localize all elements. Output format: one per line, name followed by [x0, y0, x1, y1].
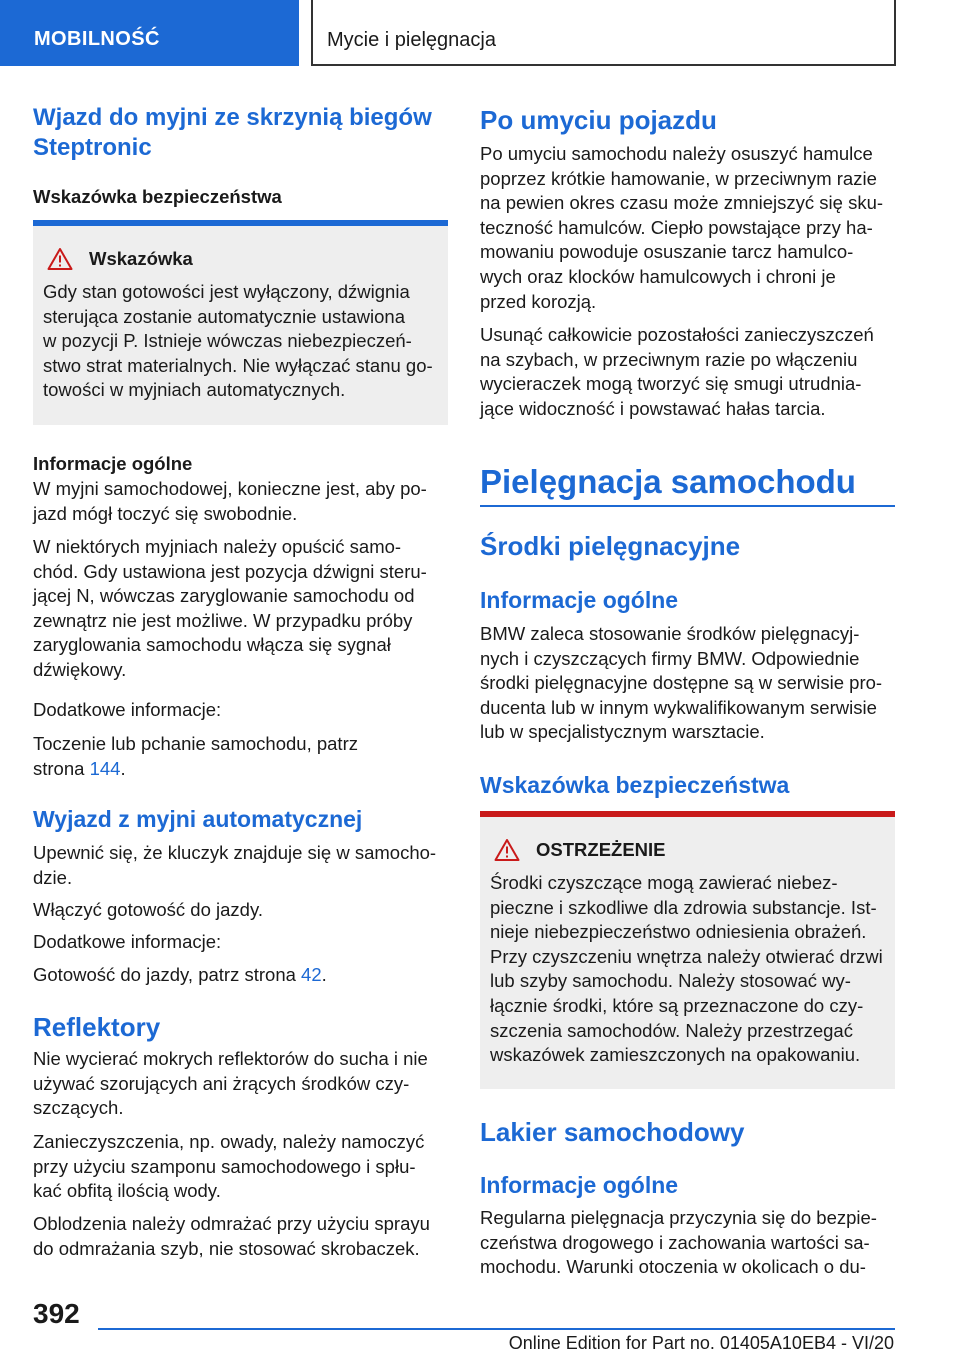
paragraph: [33, 732, 448, 781]
text-line: środki pielęgnacyjne dostępne są w serwisie pro‐: [480, 672, 883, 694]
paragraph: Dodatkowe informacje:: [33, 931, 222, 952]
note-line: pieczne i szkodliwe dla zdrowia substancje. Ist‐: [490, 896, 877, 918]
heading-line: Steptronic: [33, 134, 152, 161]
warning-triangle-icon: [494, 838, 520, 862]
text-line: na szybach, w przeciwnym razie po włączeniu: [480, 348, 858, 370]
note-body: [490, 871, 883, 1068]
note-line: nieje niebezpieczeństwo odniesienia obrażeń.: [490, 921, 867, 943]
heading-paint: Lakier samochodowy: [480, 1117, 745, 1147]
text-span: Gotowość do jazdy, patrz strona: [33, 964, 296, 985]
text-line: Regularna pielęgnacja przyczynia się do bezpie‐: [480, 1207, 877, 1228]
text-line: Po umyciu samochodu należy osuszyć hamulce: [480, 143, 873, 164]
warning-box: [480, 811, 895, 1089]
text-span: .: [120, 757, 126, 779]
text-line: wycieraczek mogą tworzyć się smugi utrudnia‐: [480, 373, 862, 395]
text-span: .: [321, 964, 327, 985]
heading-care-products: Środki pielęgnacyjne: [480, 531, 741, 561]
note-line: stwo strat materialnych. Nie wyłączać stanu go‐: [43, 354, 433, 376]
note-line: Gdy stan gotowości jest wyłączony, dźwignia: [43, 281, 410, 302]
text-line: teczność hamulców. Ciepło powstające przy ha‐: [480, 216, 873, 238]
text-line: W myjni samochodowej, konieczne jest, aby po‐: [33, 478, 427, 499]
note-head: [490, 837, 883, 863]
text-line: przed korozją.: [480, 290, 597, 312]
paragraph: Dodatkowe informacje:: [33, 699, 222, 720]
text-line: zaryglowania samochodu włącza się sygnał: [33, 634, 391, 656]
text-line: Usunąć całkowicie pozostałości zanieczyszczeń: [480, 324, 874, 345]
text-line: jącej N, wówczas zaryglowanie samochodu od: [33, 585, 415, 607]
paragraph: [480, 142, 895, 314]
heading-general-info: Informacje ogólne: [480, 587, 679, 613]
note-line: towości w myjniach automatycznych.: [43, 379, 346, 401]
text-line: do odmrażania szyb, nie stosować skrobaczek.: [33, 1237, 420, 1259]
note-line: sterująca zostanie automatycznie ustawiona: [43, 305, 405, 327]
general-subheading: Informacje ogólne: [33, 453, 193, 474]
note-line: łącznie środki, które są przeznaczone do czy‐: [490, 994, 864, 1016]
text-line: czeństwa drogowego i zachowania wartości sa‐: [480, 1231, 870, 1253]
text-line: ducenta lub w innym wykwalifikowanym serwisie: [480, 696, 877, 718]
note-line: w pozycji P. Istnieje wówczas niebezpieczeń‐: [43, 330, 412, 352]
text-line: dzie.: [33, 866, 73, 888]
text-line: mowaniu powoduje osuszanie tarcz hamulco‐: [480, 241, 854, 263]
heading-lights: Reflektory: [33, 1012, 161, 1042]
edition-footer: Online Edition for Part no. 01405A10EB4 - VI/20: [508, 1333, 894, 1353]
page-link-42[interactable]: 42: [301, 964, 322, 985]
heading-exit: Wyjazd z myjni automatycznej: [33, 806, 363, 832]
text-line: Oblodzenia należy odmrażać przy użyciu sprayu: [33, 1213, 430, 1234]
text-line: na pewien okres czasu może zmniejszyć się sku‐: [480, 192, 884, 214]
paragraph: [33, 963, 448, 988]
note-head: [43, 246, 436, 272]
note-line: Środki czyszczące mogą zawierać niebez‐: [490, 872, 838, 893]
section-header: [311, 0, 896, 66]
note-line: wskazówek zamieszczonych na opakowaniu.: [490, 1044, 861, 1066]
chapter-label: MOBILNOŚĆ: [34, 28, 160, 50]
text-line: Zanieczyszczenia, np. owady, należy namoczyć: [33, 1131, 425, 1152]
heading-line: Wjazd do myjni ze skrzynią biegów: [33, 104, 432, 131]
note-body: [43, 280, 436, 403]
section-label: Mycie i pielęgnacja: [327, 29, 496, 51]
chapter-tab: [0, 0, 299, 66]
page-link-144[interactable]: 144: [89, 757, 121, 779]
text-line: zewnątrz nie jest możliwe. W przypadku próby: [33, 609, 413, 631]
text-line: poprzez krótkie hamowanie, w przeciwnym razie: [480, 167, 877, 189]
text-line: mochodu. Warunki otoczenia w okolicach o du‐: [480, 1256, 866, 1278]
text-line: Nie wycierać mokrych reflektorów do sucha i nie: [33, 1048, 428, 1069]
heading-rule: [480, 505, 895, 507]
note-title: Wskazówka: [89, 248, 193, 269]
heading-general-info: Informacje ogólne: [480, 1172, 679, 1198]
text-line: szczących.: [33, 1097, 124, 1119]
text-line: używać szorujących ani żrących środków czy‐: [33, 1072, 410, 1094]
paragraph: [33, 1130, 448, 1204]
paragraph: [480, 622, 895, 745]
text-line: Toczenie lub pchanie samochodu, patrz: [33, 733, 358, 754]
paragraph: [480, 1206, 895, 1280]
warning-triangle-icon: [47, 247, 73, 271]
heading-steptronic: [33, 103, 448, 163]
paragraph: [33, 841, 448, 890]
page-number: 392: [33, 1298, 80, 1329]
note-line: lub szyby samochodu. Należy stosować wy‐: [490, 970, 851, 992]
paragraph: [33, 1212, 448, 1261]
text-line: przy użyciu szamponu samochodowego i spłu‐: [33, 1155, 416, 1177]
paragraph: [33, 1047, 448, 1121]
text-line: lub w specjalistycznym warsztacie.: [480, 721, 765, 743]
paragraph: [33, 477, 448, 526]
paragraph: Włączyć gotowość do jazdy.: [33, 899, 263, 920]
text-line: kać obfitą ilością wody.: [33, 1180, 221, 1202]
note-line: szczenia samochodów. Należy przestrzegać: [490, 1019, 853, 1041]
paragraph: [480, 323, 895, 421]
text-span: strona: [33, 757, 85, 779]
heading-car-care: Pielęgnacja samochodu: [480, 463, 856, 500]
text-line: chód. Gdy ustawiona jest pozycja dźwigni steru‐: [33, 560, 427, 582]
note-box: [33, 220, 448, 425]
text-line: dźwiękowy.: [33, 658, 127, 680]
text-line: W niektórych myjniach należy opuścić samo‐: [33, 536, 402, 557]
text-line: BMW zaleca stosowanie środków pielęgnacyj‐: [480, 623, 860, 644]
text-line: [33, 757, 448, 782]
paragraph: [33, 535, 448, 683]
footer-rule: [98, 1328, 895, 1330]
note-line: Przy czyszczeniu wnętrza należy otwierać drzwi: [490, 945, 883, 967]
heading-after-wash: Po umyciu pojazdu: [480, 105, 717, 135]
heading-safety: Wskazówka bezpieczeństwa: [480, 772, 790, 798]
text-line: jące widoczność i powstawać hałas tarcia.: [480, 397, 826, 419]
safety-subheading: Wskazówka bezpieczeństwa: [33, 186, 282, 207]
text-line: wych oraz klocków hamulcowych i chroni je: [480, 265, 836, 287]
text-line: jazd mógł toczyć się swobodnie.: [33, 502, 298, 524]
text-line: Upewnić się, że kluczyk znajduje się w samocho‐: [33, 842, 437, 863]
text-line: nych i czyszczących firmy BMW. Odpowiednie: [480, 647, 860, 669]
note-title: OSTRZEŻENIE: [536, 839, 666, 860]
